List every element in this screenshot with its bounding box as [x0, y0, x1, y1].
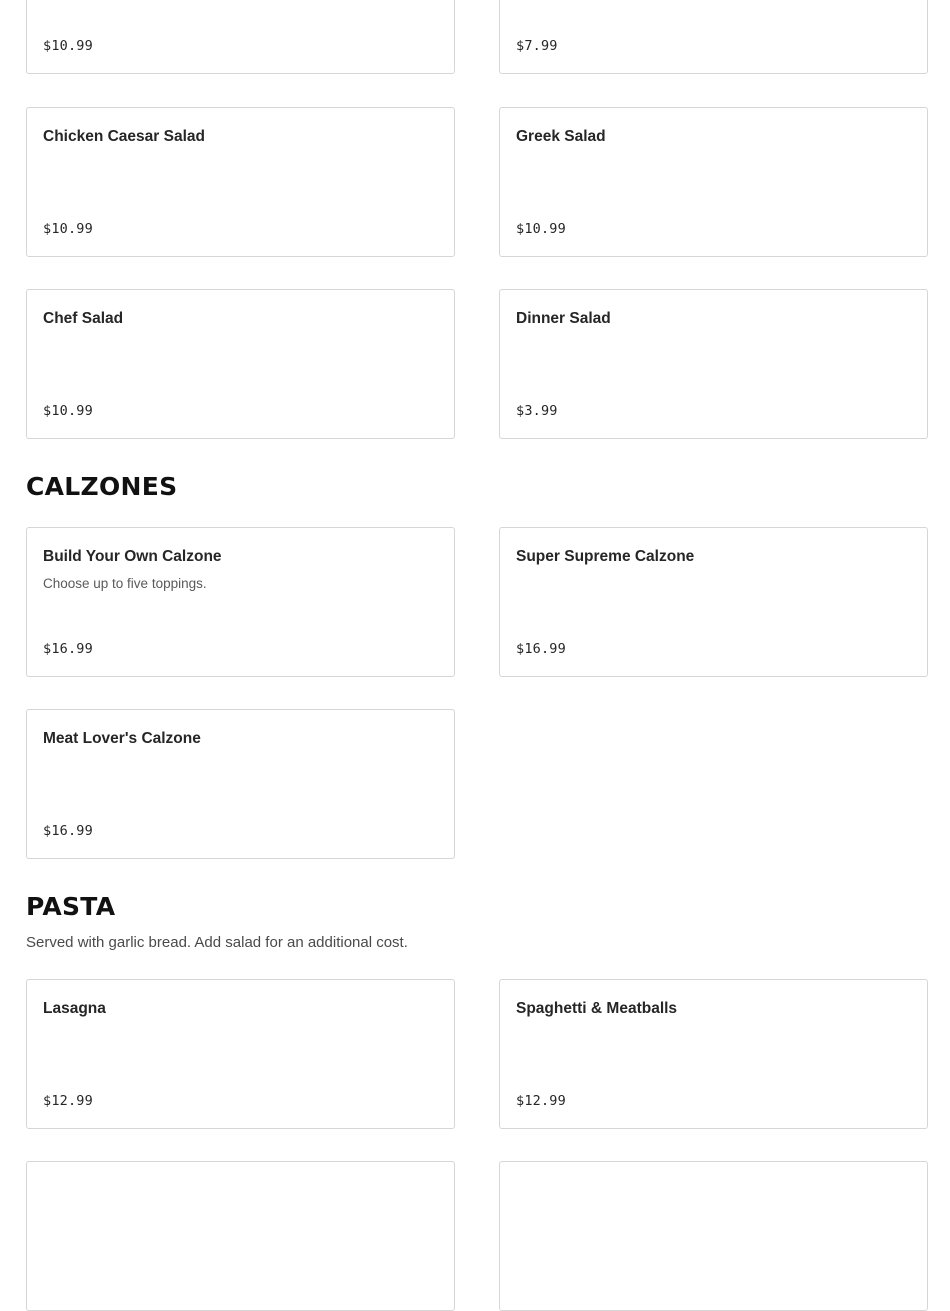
menu-item-price: $16.99 [43, 641, 93, 657]
menu-item-price: $12.99 [43, 1093, 93, 1109]
menu-item-price: $10.99 [516, 221, 566, 237]
menu-item-name: Spaghetti & Meatballs [516, 1000, 678, 1017]
menu-item-price: $10.99 [43, 403, 93, 419]
menu-item-name: Build Your Own Calzone [43, 548, 222, 565]
menu-item-price: $10.99 [43, 38, 93, 54]
menu-item-card[interactable] [26, 107, 455, 257]
menu-item-card[interactable] [499, 527, 928, 677]
menu-item-card[interactable] [499, 289, 928, 439]
menu-item-name: Meat Lover's Calzone [43, 730, 201, 747]
menu-item-price: $12.99 [516, 1093, 566, 1109]
menu-item-card[interactable] [26, 0, 455, 74]
menu-item-card[interactable] [499, 0, 928, 74]
menu-item-card[interactable] [499, 1161, 928, 1311]
menu-item-card[interactable] [26, 527, 455, 677]
section-title-calzones: CALZONES [26, 472, 178, 501]
menu-item-name: Greek Salad [516, 128, 606, 145]
section-description: Served with garlic bread. Add salad for an additional cost. [26, 934, 408, 951]
menu-item-name: Chicken Caesar Salad [43, 128, 205, 145]
menu-item-card[interactable] [26, 979, 455, 1129]
menu-item-price: $16.99 [516, 641, 566, 657]
menu-item-name: Super Supreme Calzone [516, 548, 695, 565]
menu-item-card[interactable] [26, 1161, 455, 1311]
menu-item-name: Dinner Salad [516, 310, 611, 327]
menu-item-card[interactable] [26, 289, 455, 439]
menu-item-price: $10.99 [43, 221, 93, 237]
menu-item-price: $16.99 [43, 823, 93, 839]
menu-item-description: Choose up to five toppings. [43, 576, 207, 591]
menu-item-price: $3.99 [516, 403, 558, 419]
menu-item-name: Chef Salad [43, 310, 124, 327]
menu-item-name: Lasagna [43, 1000, 106, 1017]
menu-item-price: $7.99 [516, 38, 558, 54]
menu-item-card[interactable] [499, 107, 928, 257]
menu-item-card[interactable] [26, 709, 455, 859]
menu-item-card[interactable] [499, 979, 928, 1129]
section-title-pasta: PASTA [26, 892, 116, 921]
